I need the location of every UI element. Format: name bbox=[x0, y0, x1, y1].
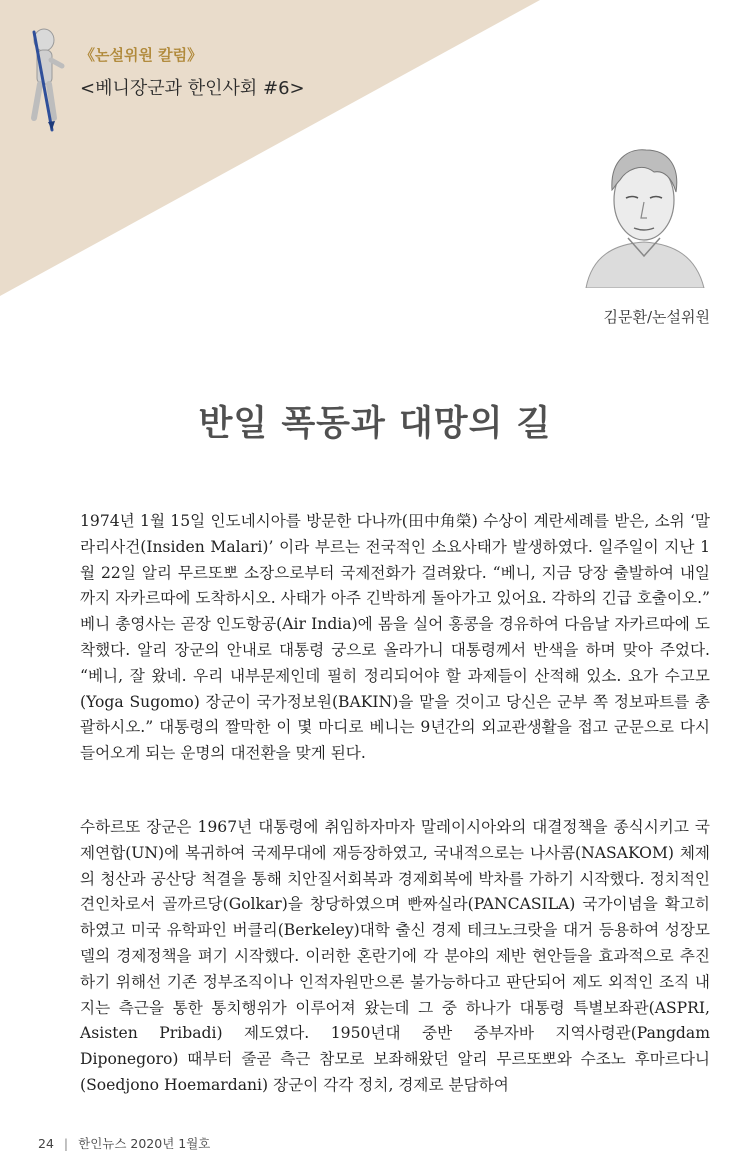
column-label: 《논설위원 칼럼》 bbox=[80, 46, 203, 64]
footer-separator: | bbox=[63, 1136, 69, 1151]
page-number: 24 bbox=[38, 1136, 54, 1151]
writer-mascot-icon bbox=[20, 26, 76, 132]
author-portrait bbox=[580, 138, 708, 288]
series-title: <베니장군과 한인사회 #6> bbox=[80, 78, 305, 99]
author-byline: 김문환/논설위원 bbox=[603, 308, 710, 326]
publication-name: 한인뉴스 2020년 1월호 bbox=[78, 1136, 211, 1151]
article-paragraph-1: 1974년 1월 15일 인도네시아를 방문한 다나까(田中角榮) 수상이 계란세례를 받은, 소위 ‘말라리사건(Insiden Malari)’ 이라 부르는 전국적인 소요사태가 발생하였다. 일주일이 지난 1월 22일 알리 무르또뽀 소장으로부터 국제전화가 걸려왔다. “베니, 지금 당장 출발하여 내일까지 자카르따에 도착하시오. 사태가 아주 긴박하게 돌아가고 있어요. 각하의 긴급 호출이오.” 베니 총영사는 곧장 인도항공(Air India)에 몸을 실어 홍콩을 경유하여 다음날 자카르따에 도착했다. 알리 장군의 안내로 대통령 궁으로 올라가니 대통령께서 반색을 하며 맞아 주었다. “베니, 잘 왔네. 우리 내부문제인데 필히 정리되어야 할 과제들이 산적해 있소. 요가 수고모(Yoga Sugomo) 장군이 국가정보원(BAKIN)을 맡을 것이고 당신은 군부 쪽 정보파트를 총괄하시오.” 대통령의 짤막한 이 몇 마디로 베니는 9년간의 외교관생활을 접고 군문으로 다시 들어오게 되는 운명의 대전환을 맞게 된다. bbox=[80, 512, 710, 763]
article-headline: 반일 폭동과 대망의 길 bbox=[198, 404, 552, 444]
article-paragraph-2: 수하르또 장군은 1967년 대통령에 취임하자마자 말레이시아와의 대결정책을 종식시키고 국제연합(UN)에 복귀하여 국제무대에 재등장하였고, 국내적으로는 나사콤(NASAKOM) 체제의 청산과 공산당 척결을 통해 치안질서회복과 경제회복에 박차를 가하기 시작했다. 정치적인 견인차로서 골까르당(Golkar)을 창당하였으며 빤짜실라(PANCASILA) 국가이념을 확고히 하였고 미국 유학파인 버클리(Berkeley)대학 출신 경제 테크노크랏을 대거 등용하여 성장모델의 경제정책을 펴기 시작했다. 이러한 혼란기에 각 분야의 제반 현안들을 효과적으로 추진하기 위해선 기존 정부조직이나 인적자원만으론 불가능하다고 판단되어 제도 외적인 조직 내지는 측근을 통한 통치행위가 이루어져 왔는데 그 중 하나가 대통령 특별보좌관(ASPRI, Asisten Pribadi) 제도였다. 1950년대 중반 중부자바 지역사령관(Pangdam Diponegoro) 때부터 줄곧 측근 참모로 보좌해왔던 알리 무르또뽀와 수조노 후마르다니(Soedjono Hoemardani) 장군이 각각 정치, 경제로 분담하여 bbox=[80, 818, 710, 1094]
page-footer bbox=[38, 1134, 210, 1152]
